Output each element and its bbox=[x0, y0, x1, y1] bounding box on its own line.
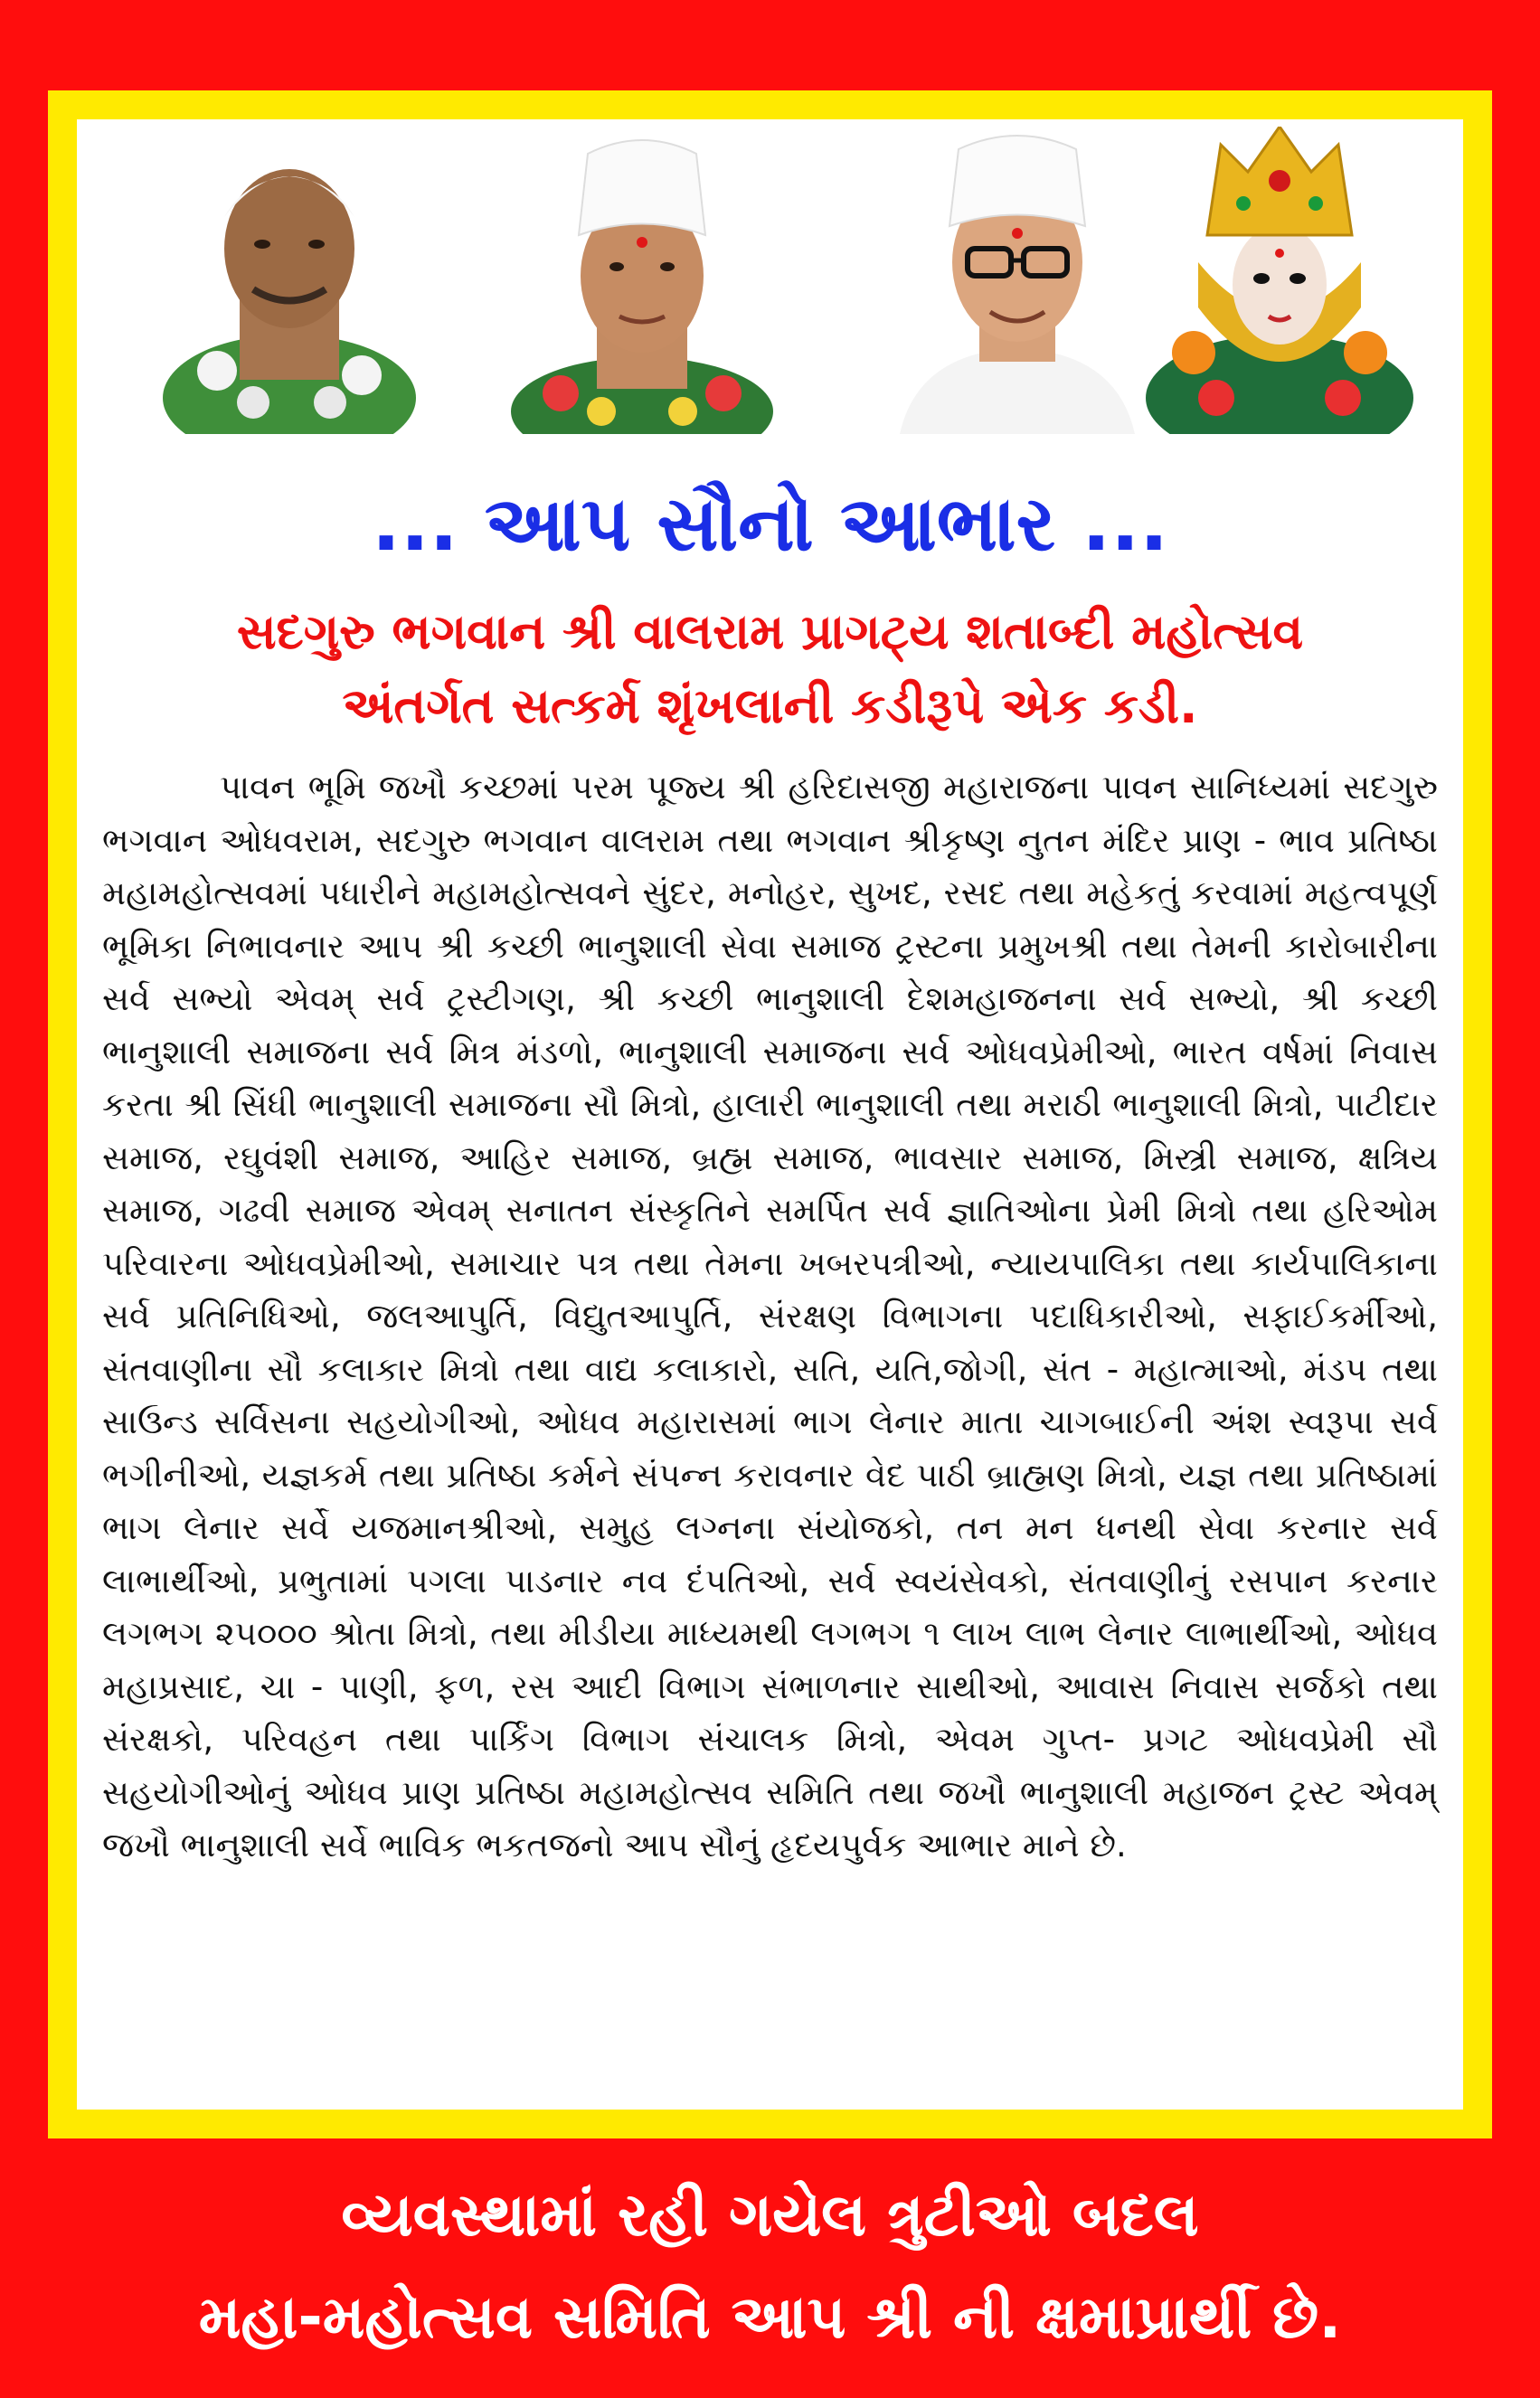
subtitle-line-2: અંતર્ગત સત્કર્મ શૃંખલાની કડીરૂપે એક કડી. bbox=[342, 677, 1198, 734]
subtitle-line-1: સદગુરુ ભગવાન શ્રી વાલરામ પ્રાગટ્ય શતાબ્દી મહોત્સવ bbox=[236, 603, 1304, 660]
elder-portrait-with-garland bbox=[154, 127, 425, 434]
footer-line-1: વ્યવસ્થામાં રહી ગયેલ ત્રુટીઓ બદલ bbox=[341, 2180, 1199, 2250]
footer-line-2: મહા-મહોત્સવ સમિતિ આપ શ્રી ની ક્ષમાપ્રાર્થી છે. bbox=[198, 2282, 1342, 2352]
saint-portrait-white-cap bbox=[506, 127, 778, 434]
man-portrait-glasses-white-cap bbox=[882, 127, 1153, 434]
portrait-row bbox=[77, 127, 1463, 448]
content-panel bbox=[77, 119, 1463, 2110]
page-title: ... આપ સૌનો આભાર ... bbox=[371, 479, 1169, 568]
goddess-idol-golden-crown bbox=[1144, 127, 1415, 434]
thank-you-paragraph: પાવન ભૂમિ જખૌ કચ્છમાં પરમ પૂજ્ય શ્રી હરિદાસજી મહારાજના પાવન સાનિધ્યમાં સદગુરુ ભગવાન ઓધવરામ, સદગુરુ ભગવાન વાલરામ તથા ભગવાન શ્રીકૃષ્ણ નુતન મંદિર પ્રાણ - ભાવ પ્રતિષ્ઠા મહામહોત્સવમાં પધારીને મહામહોત્સવને સુંદર, મનોહર, સુખદ, રસદ તથા મહેકતું કરવામાં મહત્વપૂર્ણ ભૂમિકા નિભાવનાર આપ શ્રી કચ્છી ભાનુશાલી સેવા સમાજ ટ્રસ્ટના પ્રમુખશ્રી તથા તેમની કારોબારીના સર્વ સભ્યો એવમ્ સર્વ ટ્રસ્ટીગણ, શ્રી કચ્છી ભાનુશાલી દેશમહાજનના સર્વ સભ્યો, શ્રી કચ્છી ભાનુશાલી સમાજના સર્વ મિત્ર મંડળો, ભાનુશાલી સમાજના સર્વ ઓધવપ્રેમીઓ, ભારત વર્ષમાં નિવાસ કરતા શ્રી સિંધી ભાનુશાલી સમાજના સૌ મિત્રો, હાલારી ભાનુશાલી તથા મરાઠી ભાનુશાલી મિત્રો, પાટીદાર સમાજ, રઘુવંશી સમાજ, આહિર સમાજ, બ્રહ્મ સમાજ, ભાવસાર સમાજ, મિસ્ત્રી સમાજ, ક્ષત્રિય સમાજ, ગઢવી સમાજ એવમ્ સનાતન સંસ્કૃતિને સમર્પિત સર્વ જ્ઞાતિઓના પ્રેમી મિત્રો તથા હરિઓમ પરિવારના ઓધવપ્રેમીઓ, સમાચાર પત્ર તથા તેમના ખબરપત્રીઓ, ન્યાયપાલિકા તથા કાર્યપાલિકાના સર્વ પ્રતિનિધિઓ, જલઆપુર્તિ, વિદ્યુતઆપુર્તિ, સંરક્ષણ વિભાગના પદાધિકારીઓ, સફાઈકર્મીઓ, સંતવાણીના સૌ કલાકાર મિત્રો તથા વાદ્ય કલાકારો, સતિ, યતિ,જોગી, સંત - મહાત્માઓ, મંડપ તથા સાઉન્ડ સર્વિસના સહયોગીઓ, ઓધવ મહારાસમાં ભાગ લેનાર માતા ચાગબાઈની અંશ સ્વરૂપા સર્વ ભગીનીઓ, યજ્ઞકર્મ તથા પ્રતિષ્ઠા કર્મને સંપન્ન કરાવનાર વેદ પાઠી બ્રાહ્મણ મિત્રો, યજ્ઞ તથા પ્રતિષ્ઠામાં ભાગ લેનાર સર્વે યજમાનશ્રીઓ, સમુહ લગ્નના સંયોજકો, તન મન ધનથી સેવા કરનાર સર્વ લાભાર્થીઓ, પ્રભુતામાં પગલા પાડનાર નવ દંપતિઓ, સર્વ સ્વયંસેવકો, સંતવાણીનું રસપાન કરનાર લગભગ ૨૫૦૦૦ શ્રોતા મિત્રો, તથા મીડીયા માધ્યમથી લગભગ ૧ લાખ લાભ લેનાર લાભાર્થીઓ, ઓધવ મહાપ્રસાદ, ચા - પાણી, ફળ, રસ આદી વિભાગ સંભાળનાર સાથીઓ, આવાસ નિવાસ સર્જકો તથા સંરક્ષકો, પરિવહન તથા પાર્કિંગ વિભાગ સંચાલક મિત્રો, એવમ ગુપ્ત- પ્રગટ ઓધવપ્રેમી સૌ સહયોગીઓનું ઓધવ પ્રાણ પ્રતિષ્ઠા મહામહોત્સવ સમિતિ તથા જખૌ ભાનુશાલી મહાજન ટ્રસ્ટ એવમ્ જખૌ ભાનુશાલી સર્વે ભાવિક ભકતજનો આપ સૌનું હૃદયપુર્વક આભાર માને છે. bbox=[102, 768, 1438, 1865]
